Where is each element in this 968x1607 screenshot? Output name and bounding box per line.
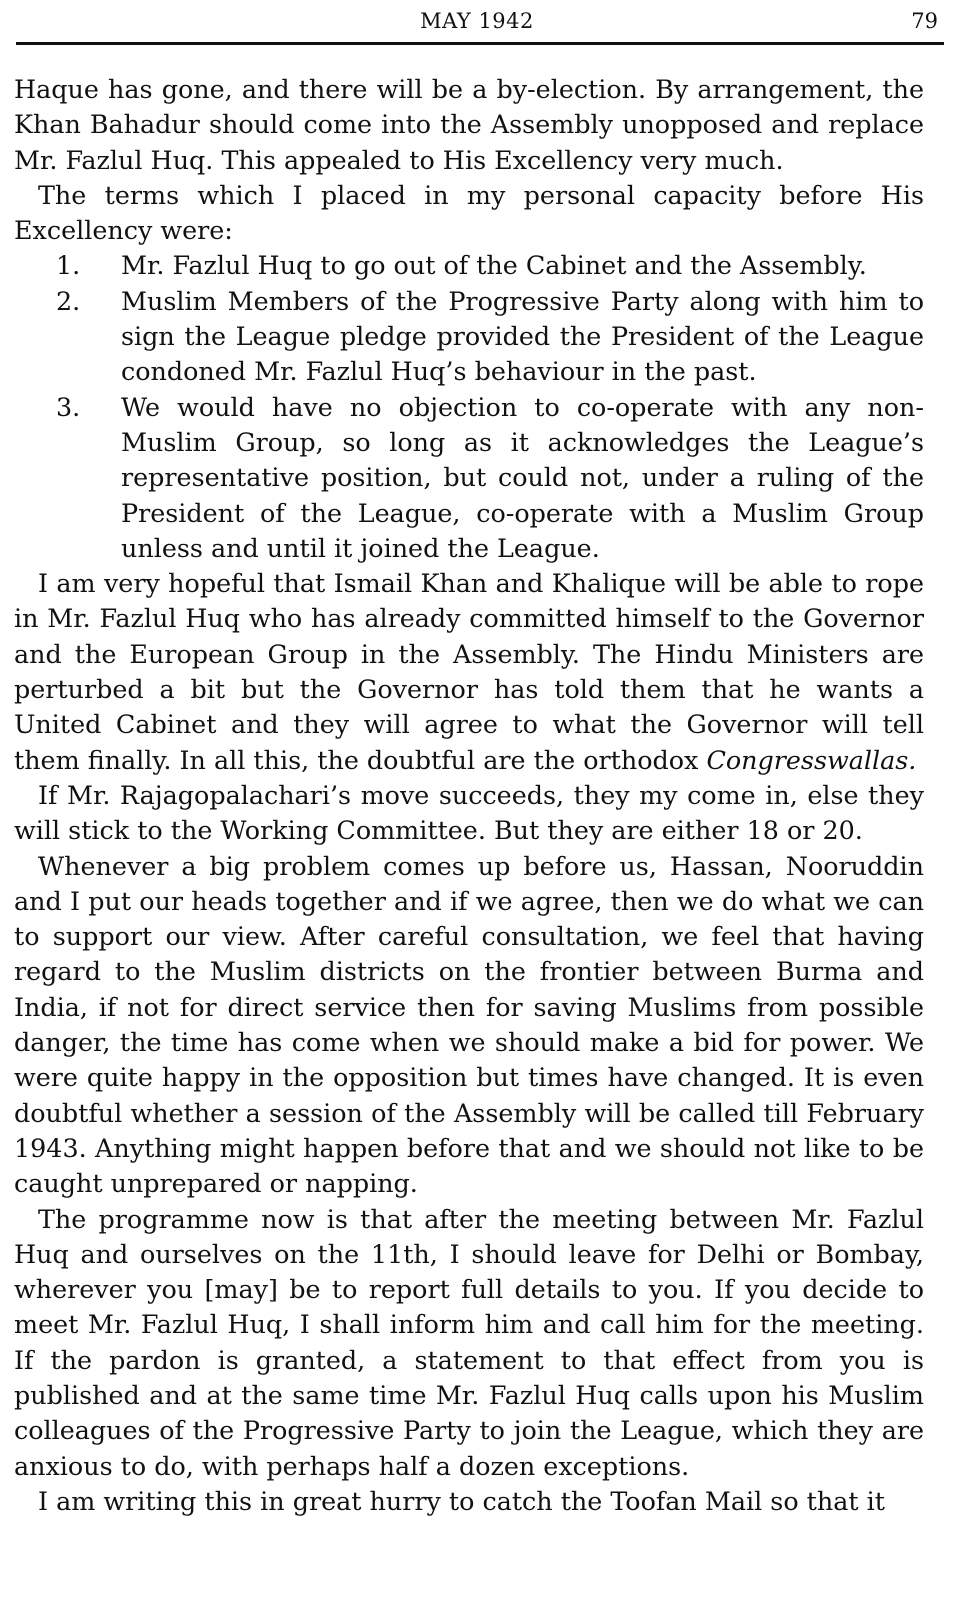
terms-list [14, 248, 924, 566]
italic-term: Congresswallas. [706, 744, 917, 775]
page-number: 79 [911, 9, 938, 33]
paragraph: Haque has gone, and there will be a by-election. By arrangement, the Khan Bahadur should come into the Assembly unopposed and replace Mr. Fazlul Huq. This appealed to His Excellency very much. [14, 74, 924, 175]
list-item-text: Muslim Members of the Progressive Party along with him to sign the League pledge provided the President of the League condoned Mr. Fazlul Huq’s behaviour in the past. [121, 285, 924, 387]
list-item-text: We would have no objection to co-operate with any non-Muslim Group, so long as it acknowledges the League’s representative position, but could not, under a ruling of the President of the League, co-operate with a Muslim Group unless and until it joined the League. [121, 391, 924, 563]
paragraph: If Mr. Rajagopalachari’s move succeeds, they my come in, else they will stick to the Working Committee. But they are either 18 or 20. [14, 779, 924, 846]
paragraph: Whenever a big problem comes up before us, Hassan, Nooruddin and I put our heads together and if we agree, then we do what we can to support our view. After careful consultation, we feel that having regard to the Muslim districts on the frontier between Burma and India, if not for direct service then for saving Muslims from possible danger, the time has come when we should make a bid for power. We were quite happy in the opposition but times have changed. It is even doubtful whether a session of the Assembly will be called till February 1943. Anything might happen before that and we should not like to be caught unprepared or napping. [14, 850, 924, 1199]
body-text [14, 72, 924, 1519]
list-item [14, 284, 924, 390]
list-item-number: 1. [56, 250, 81, 281]
header-rule [16, 42, 944, 45]
list-item [14, 390, 924, 566]
list-item [14, 248, 924, 283]
paragraph [14, 566, 924, 778]
list-item-number: 3. [56, 391, 81, 422]
paragraph-text: I am very hopeful that Ismail Khan and Khalique will be able to rope in Mr. Fazlul Huq who has already committed himself to the Governor and the European Group in the Assembly. The Hindu Ministers are perturbed a bit but the Governor has told them that he wants a United Cabinet and they will agree to what the Governor will tell them finally. In all this, the doubtful are the orthodox [14, 568, 924, 775]
running-head [16, 6, 938, 40]
paragraph: I am writing this in great hurry to catch the Toofan Mail so that it [38, 1485, 885, 1516]
paragraph: The programme now is that after the meeting between Mr. Fazlul Huq and ourselves on the 11th, I should leave for Delhi or Bombay, wherever you [may] be to report full details to you. If you decide to meet Mr. Fazlul Huq, I shall inform him and call him for the meeting. If the pardon is granted, a statement to that effect from you is published and at the same time Mr. Fazlul Huq calls upon his Muslim colleagues of the Progressive Party to join the League, which they are anxious to do, with perhaps half a dozen exceptions. [14, 1203, 924, 1481]
list-item-text: Mr. Fazlul Huq to go out of the Cabinet and the Assembly. [121, 250, 867, 281]
running-title: MAY 1942 [420, 9, 534, 33]
list-item-number: 2. [56, 285, 81, 316]
paragraph: The terms which I placed in my personal capacity before His Excellency were: [14, 179, 924, 246]
